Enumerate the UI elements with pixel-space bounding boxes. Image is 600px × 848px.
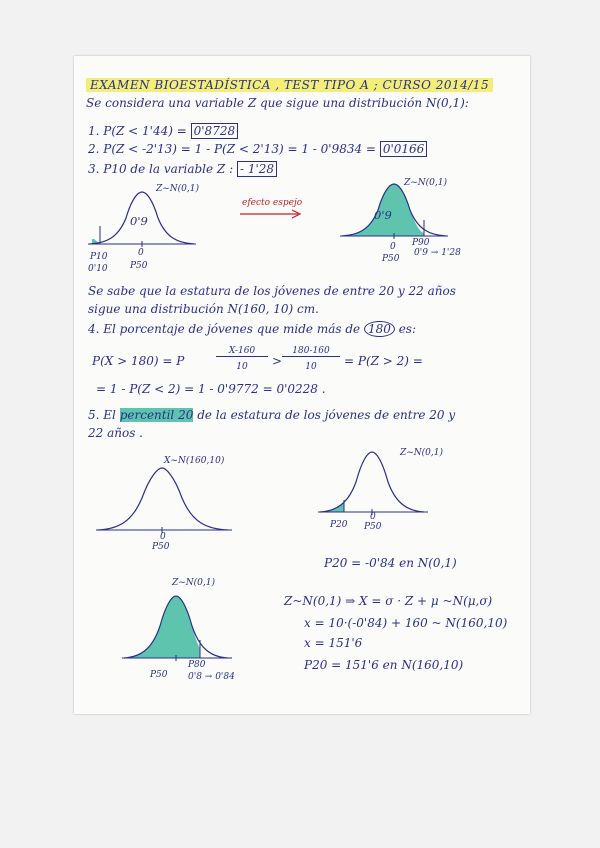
- q4-circled-value: 180: [364, 321, 395, 337]
- graph1-p10: P10: [90, 252, 108, 262]
- exam-title: EXAMEN BIOESTADÍSTICA , TEST TIPO A ; CURSO 2014/15: [86, 78, 493, 92]
- graph5-p50: P50: [150, 670, 168, 680]
- graph1-label: Z~N(0,1): [156, 184, 200, 194]
- graph2-p50: P50: [382, 254, 400, 264]
- graph3-zero: 0: [160, 532, 166, 542]
- calc-line-1: Z~N(0,1) ⇒ X = σ · Z + μ ~N(μ,σ): [284, 594, 493, 608]
- frac1-denominator: 10: [236, 362, 248, 372]
- frac1-numerator: X-160: [216, 346, 268, 357]
- statement-line-1: Se sabe que la estatura de los jóvenes de entre 20 y 22 años: [88, 284, 456, 298]
- q1-text: 1. P(Z < 1'44) =: [88, 124, 187, 138]
- normal-curve-graph-3: [96, 462, 236, 542]
- q4-suffix: es:: [398, 322, 417, 336]
- statement-line-2: sigue una distribución N(160, 10) cm.: [88, 302, 319, 316]
- graph4-zero: 0: [370, 512, 376, 522]
- frac2-denominator: 10: [305, 362, 317, 372]
- q4-eq1-left: P(X > 180) = P: [92, 354, 185, 368]
- q5-highlight: percentil 20: [119, 408, 194, 422]
- q3-answer: - 1'28: [237, 161, 277, 177]
- question-4: [88, 322, 416, 336]
- question-5: [88, 408, 455, 422]
- intro-line: Se considera una variable Z que sigue una distribución N(0,1):: [86, 96, 469, 110]
- graph2-label: Z~N(0,1): [404, 178, 448, 188]
- q4-text: 4. El porcentaje de jóvenes que mide más de: [88, 322, 361, 336]
- q5-text-a: 5. El: [88, 408, 116, 422]
- q5-line-2: 22 años .: [88, 426, 143, 440]
- graph3-p50: P50: [152, 542, 170, 552]
- graph4-p20: P20: [330, 520, 348, 530]
- graph5-p80: P80: [188, 660, 206, 670]
- mirror-effect-label: efecto espejo: [242, 198, 303, 208]
- graph4-p50: P50: [364, 522, 382, 532]
- graph3-label: X~N(160,10): [164, 456, 225, 466]
- exam-sheet: [74, 56, 530, 714]
- graph5-label: Z~N(0,1): [172, 578, 216, 588]
- q2-text: 2. P(Z < -2'13) = 1 - P(Z < 2'13) = 1 - 0'9834 =: [88, 142, 376, 156]
- graph1-value: 0'10: [88, 264, 108, 274]
- q2-answer: 0'0166: [380, 141, 427, 157]
- q4-eq1-right: = P(Z > 2) =: [344, 354, 423, 368]
- graph5-value: 0'8 → 0'84: [188, 672, 235, 682]
- graph1-area: 0'9: [130, 214, 148, 228]
- question-2: [88, 142, 427, 156]
- graph2-p90: P90: [412, 238, 430, 248]
- calc-line-4: P20 = 151'6 en N(160,10): [304, 658, 464, 672]
- graph2-area: 0'9: [374, 208, 392, 222]
- normal-curve-graph-5: [122, 588, 242, 670]
- frac2-numerator: 180-160: [282, 346, 340, 357]
- graph4-label: Z~N(0,1): [400, 448, 444, 458]
- calc-line-3: x = 151'6: [304, 636, 363, 650]
- q3-text: 3. P10 de la variable Z :: [88, 162, 234, 176]
- calc-line-2: x = 10·(-0'84) + 160 ~ N(160,10): [304, 616, 508, 630]
- graph2-zero: 0: [390, 242, 396, 252]
- graph1-zero: 0: [138, 248, 144, 258]
- graph1-p50: P50: [130, 261, 148, 271]
- q5-text-b: de la estatura de los jóvenes de entre 20 y: [197, 408, 456, 422]
- q1-answer: 0'8728: [191, 123, 238, 139]
- graph2-value: 0'9 → 1'28: [414, 248, 461, 258]
- question-3: [88, 162, 277, 176]
- graph4-result: P20 = -0'84 en N(0,1): [324, 556, 457, 570]
- question-1: [88, 124, 238, 138]
- q4-eq2: = 1 - P(Z < 2) = 1 - 0'9772 = 0'0228 .: [96, 382, 326, 396]
- greater-than-sign: >: [272, 354, 283, 368]
- mirror-arrow-icon: [240, 209, 304, 219]
